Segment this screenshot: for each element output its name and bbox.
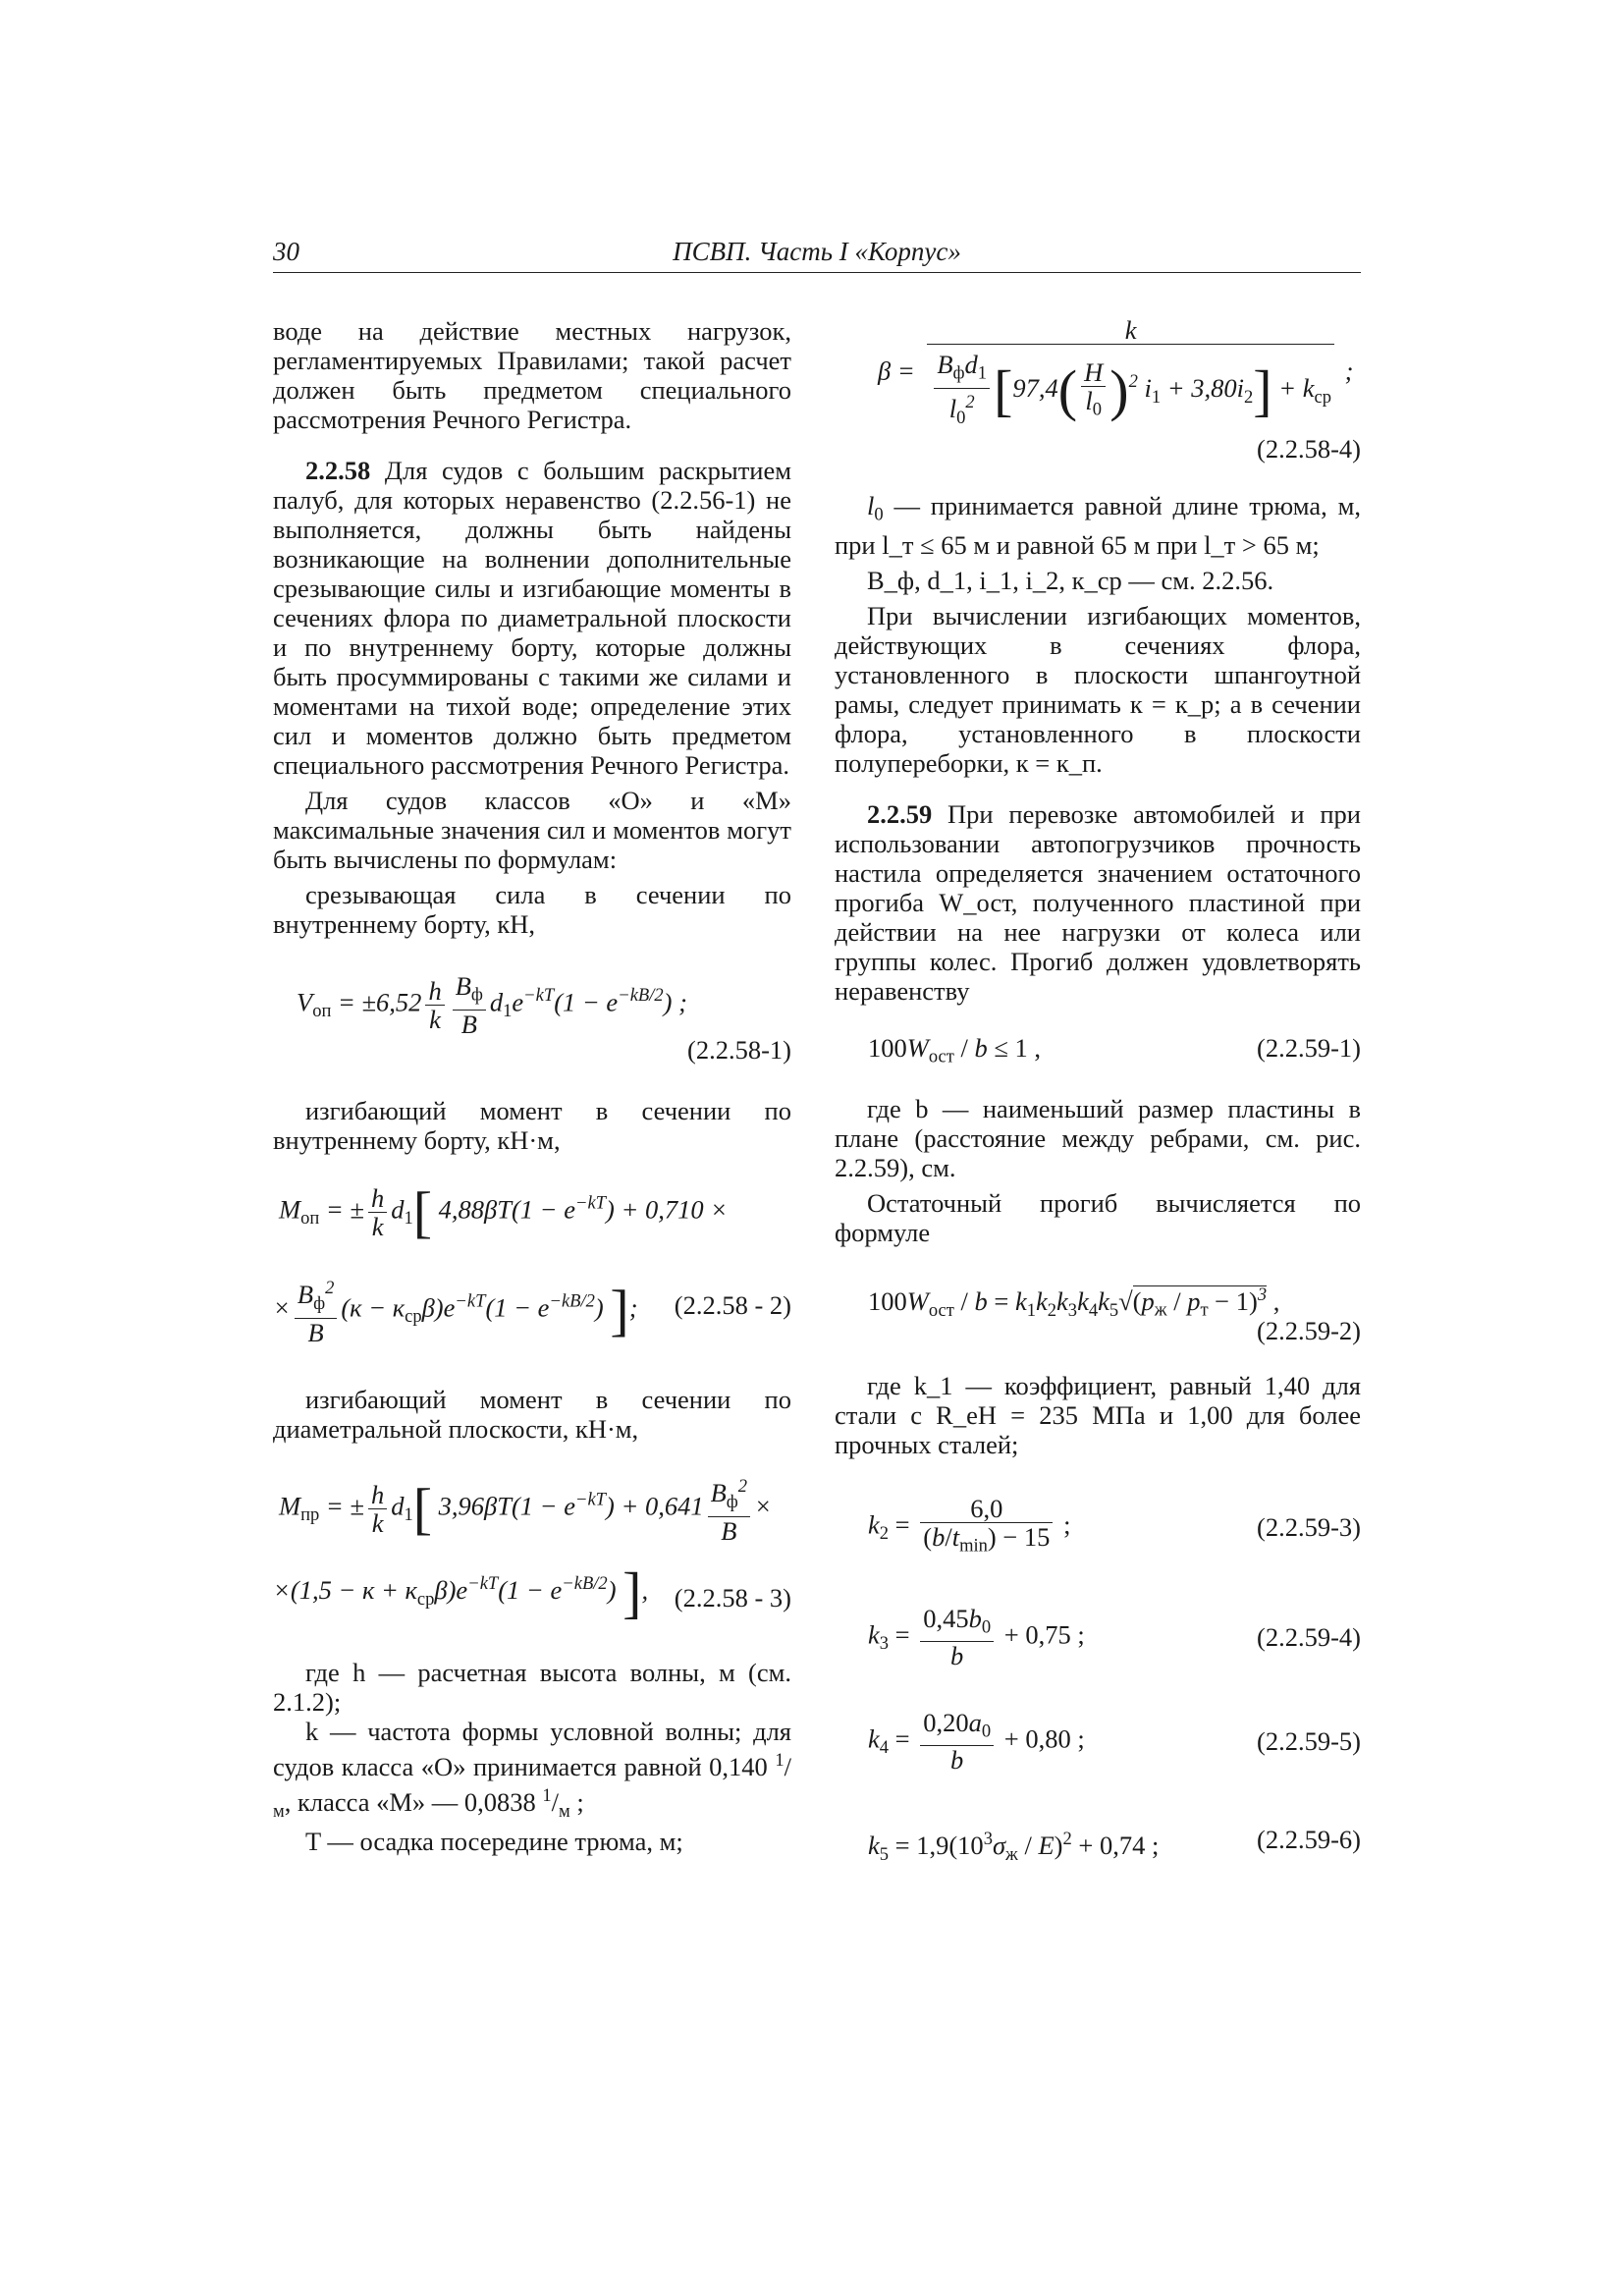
formula-2-2-58-1: $V_{оп} = \pm 6,52$ $\frac{h}{k}$ $\frac{B_ф}{B}$ $d_1e^{-kT}(1 - e^{-kB/2})$ ; (2.2.58-1)	[297, 971, 791, 1065]
right-column	[835, 316, 1361, 1864]
formula-2-2-59-4: $k_3$ = $\frac{0,45b_0}{b}$ + 0,75 ; (2.2.59-4)	[868, 1603, 1361, 1671]
equation-number: (2.2.59-3)	[1257, 1511, 1361, 1542]
paragraph-residual: Остаточный прогиб вычисляется по формуле	[835, 1187, 1361, 1247]
formula-2-2-58-4: β = k $\frac{B_фd_1}{l_0^2}$ [97,4( $\frac{H}{l_0}$ )$^2$ $i_1 + 3,80i_2] + k_{ср}$ ; (2.2.58-4)	[878, 315, 1361, 464]
paragraph-2-2-59: 2.2.59 При перевозке автомобилей и при использовании автопогрузчиков прочность настила определяется значением остаточного прогиба W_ост, полученного пластиной при действии на нее нагрузки от колеса или группы колес. Прогиб должен удовлетворять неравенству	[835, 798, 1361, 1006]
paragraph-classes: Для судов классов «О» и «М» максимальные значения сил и моментов могут быть вычислены по формулам:	[273, 786, 791, 874]
formula-2-2-59-1: $100W_{ост} / b \le 1$ , (2.2.59-1)	[868, 1032, 1361, 1067]
equation-number: (2.2.58 - 3)	[674, 1583, 791, 1613]
definition-k: k — частота формы условной волны; для судов класса «О» принимается равной 0,140 $^1/_м$, класса «М» — 0,0838 $^1/_м$ ;	[273, 1717, 791, 1822]
definition-k1: где k_1 — коэффициент, равный 1,40 для стали с R_eH = 235 МПа и 1,00 для более прочных сталей;	[835, 1370, 1361, 1459]
equation-number: (2.2.58 - 2)	[674, 1290, 791, 1320]
formula-2-2-59-2: $100W_{ост} / b = k_1k_2k_3k_4k_5√(p_ж / p_т - 1)^3$ , (2.2.59-2)	[868, 1284, 1361, 1345]
definition-h: где h — расчетная высота волны, м (см. 2.1.2);	[273, 1658, 791, 1717]
page-title: ПСВП. Часть I «Корпус»	[673, 237, 961, 266]
page-header	[273, 237, 1361, 273]
formula-2-2-58-2: $M_{оп}$ = ± $\frac{h}{k}$ $d_1$[ $4,88\beta T(1 - e^{-kT}) + 0,710$ × × $\frac{B_ф^2}{B}$ $(к - к_{ср}\beta)e^{-kT}(1 - e^{-kB/2})$ ]; (2.2.58 - 2)	[273, 1179, 791, 1347]
formula-2-2-59-5: $k_4$ = $\frac{0,20a_0}{b}$ + 0,80 ; (2.2.59-5)	[868, 1707, 1361, 1776]
left-column	[273, 316, 791, 1856]
paragraph-2-2-58: 2.2.58 Для судов с большим раскрытием палуб, для которых неравенство (2.2.56-1) не выполняется, должны быть найдены возникающие на волнении дополнительные срезывающие силы и изгибающие моменты в сечениях флора по диаметральной плоскости и по внутреннему борту, которые должны быть просуммированы с такими же силами и моментами на тихой воде; определение этих сил и моментов должно быть предметом специального рассмотрения Речного Регистра.	[273, 456, 791, 780]
definition-l0: $l_0$ — принимается равной длине трюма, м, при l_т ≤ 65 м и равной 65 м при l_т > 65 м;	[835, 491, 1361, 560]
definition-references: B_ф, d_1, i_1, i_2, к_ср — см. 2.2.56.	[867, 565, 1274, 595]
section-number: 2.2.58	[305, 456, 371, 485]
formula-2-2-59-6: $k_5 = 1,9(10^3\sigma_ж / E)^2 + 0,74$ ; (2.2.59-6)	[868, 1824, 1361, 1865]
equation-number: (2.2.59-2)	[1257, 1315, 1361, 1345]
formula-2-2-59-3: $k_2$ = $\frac{6,0}{(b/t_{min}) - 15}$ ; (2.2.59-3)	[868, 1493, 1361, 1557]
paragraph-moments: При вычислении изгибающих моментов, действующих в сечениях флора, установленного в плоскости шпангоутной рамы, следует принимать к = к_р; а в сечении флора, установленного в плоскости полупереборки, к = к_п.	[835, 600, 1361, 778]
page-number: 30	[273, 237, 299, 266]
equation-number: (2.2.59-6)	[1257, 1824, 1361, 1854]
equation-number: (2.2.58-4)	[1257, 434, 1361, 464]
equation-number: (2.2.59-5)	[1257, 1725, 1361, 1756]
formula-2-2-58-3: $M_{пр}$ = ± $\frac{h}{k}$ $d_1$[ $3,96\beta T(1 - e^{-kT}) + 0,641$ $\frac{B_ф^2}{B}$ × $\times(1,5 - к + к_{ср}\beta)e^{-kT}(1 - e^{-kB/2})$ ], (2.2.58 - 3)	[273, 1473, 791, 1640]
equation-number: (2.2.59-4)	[1257, 1621, 1361, 1652]
section-number: 2.2.59	[867, 798, 933, 829]
paragraph-continuation: воде на действие местных нагрузок, регламентируемых Правилами; такой расчет должен быть предметом специального рассмотрения Речного Регистра.	[273, 316, 791, 434]
equation-number: (2.2.58-1)	[687, 1035, 791, 1065]
definition-b: где b — наименьший размер пластины в плане (расстояние между ребрами, см. рис. 2.2.59), см.	[835, 1093, 1361, 1182]
paragraph-moment-board: изгибающий момент в сечении по внутреннему борту, кН·м,	[273, 1096, 791, 1155]
paragraph-moment-center: изгибающий момент в сечении по диаметральной плоскости, кН·м,	[273, 1385, 791, 1444]
definition-T: T — осадка посередине трюма, м;	[305, 1826, 683, 1856]
equation-number: (2.2.59-1)	[1257, 1032, 1361, 1063]
paragraph-shear-force: срезывающая сила в сечении по внутреннему борту, кН,	[273, 880, 791, 939]
